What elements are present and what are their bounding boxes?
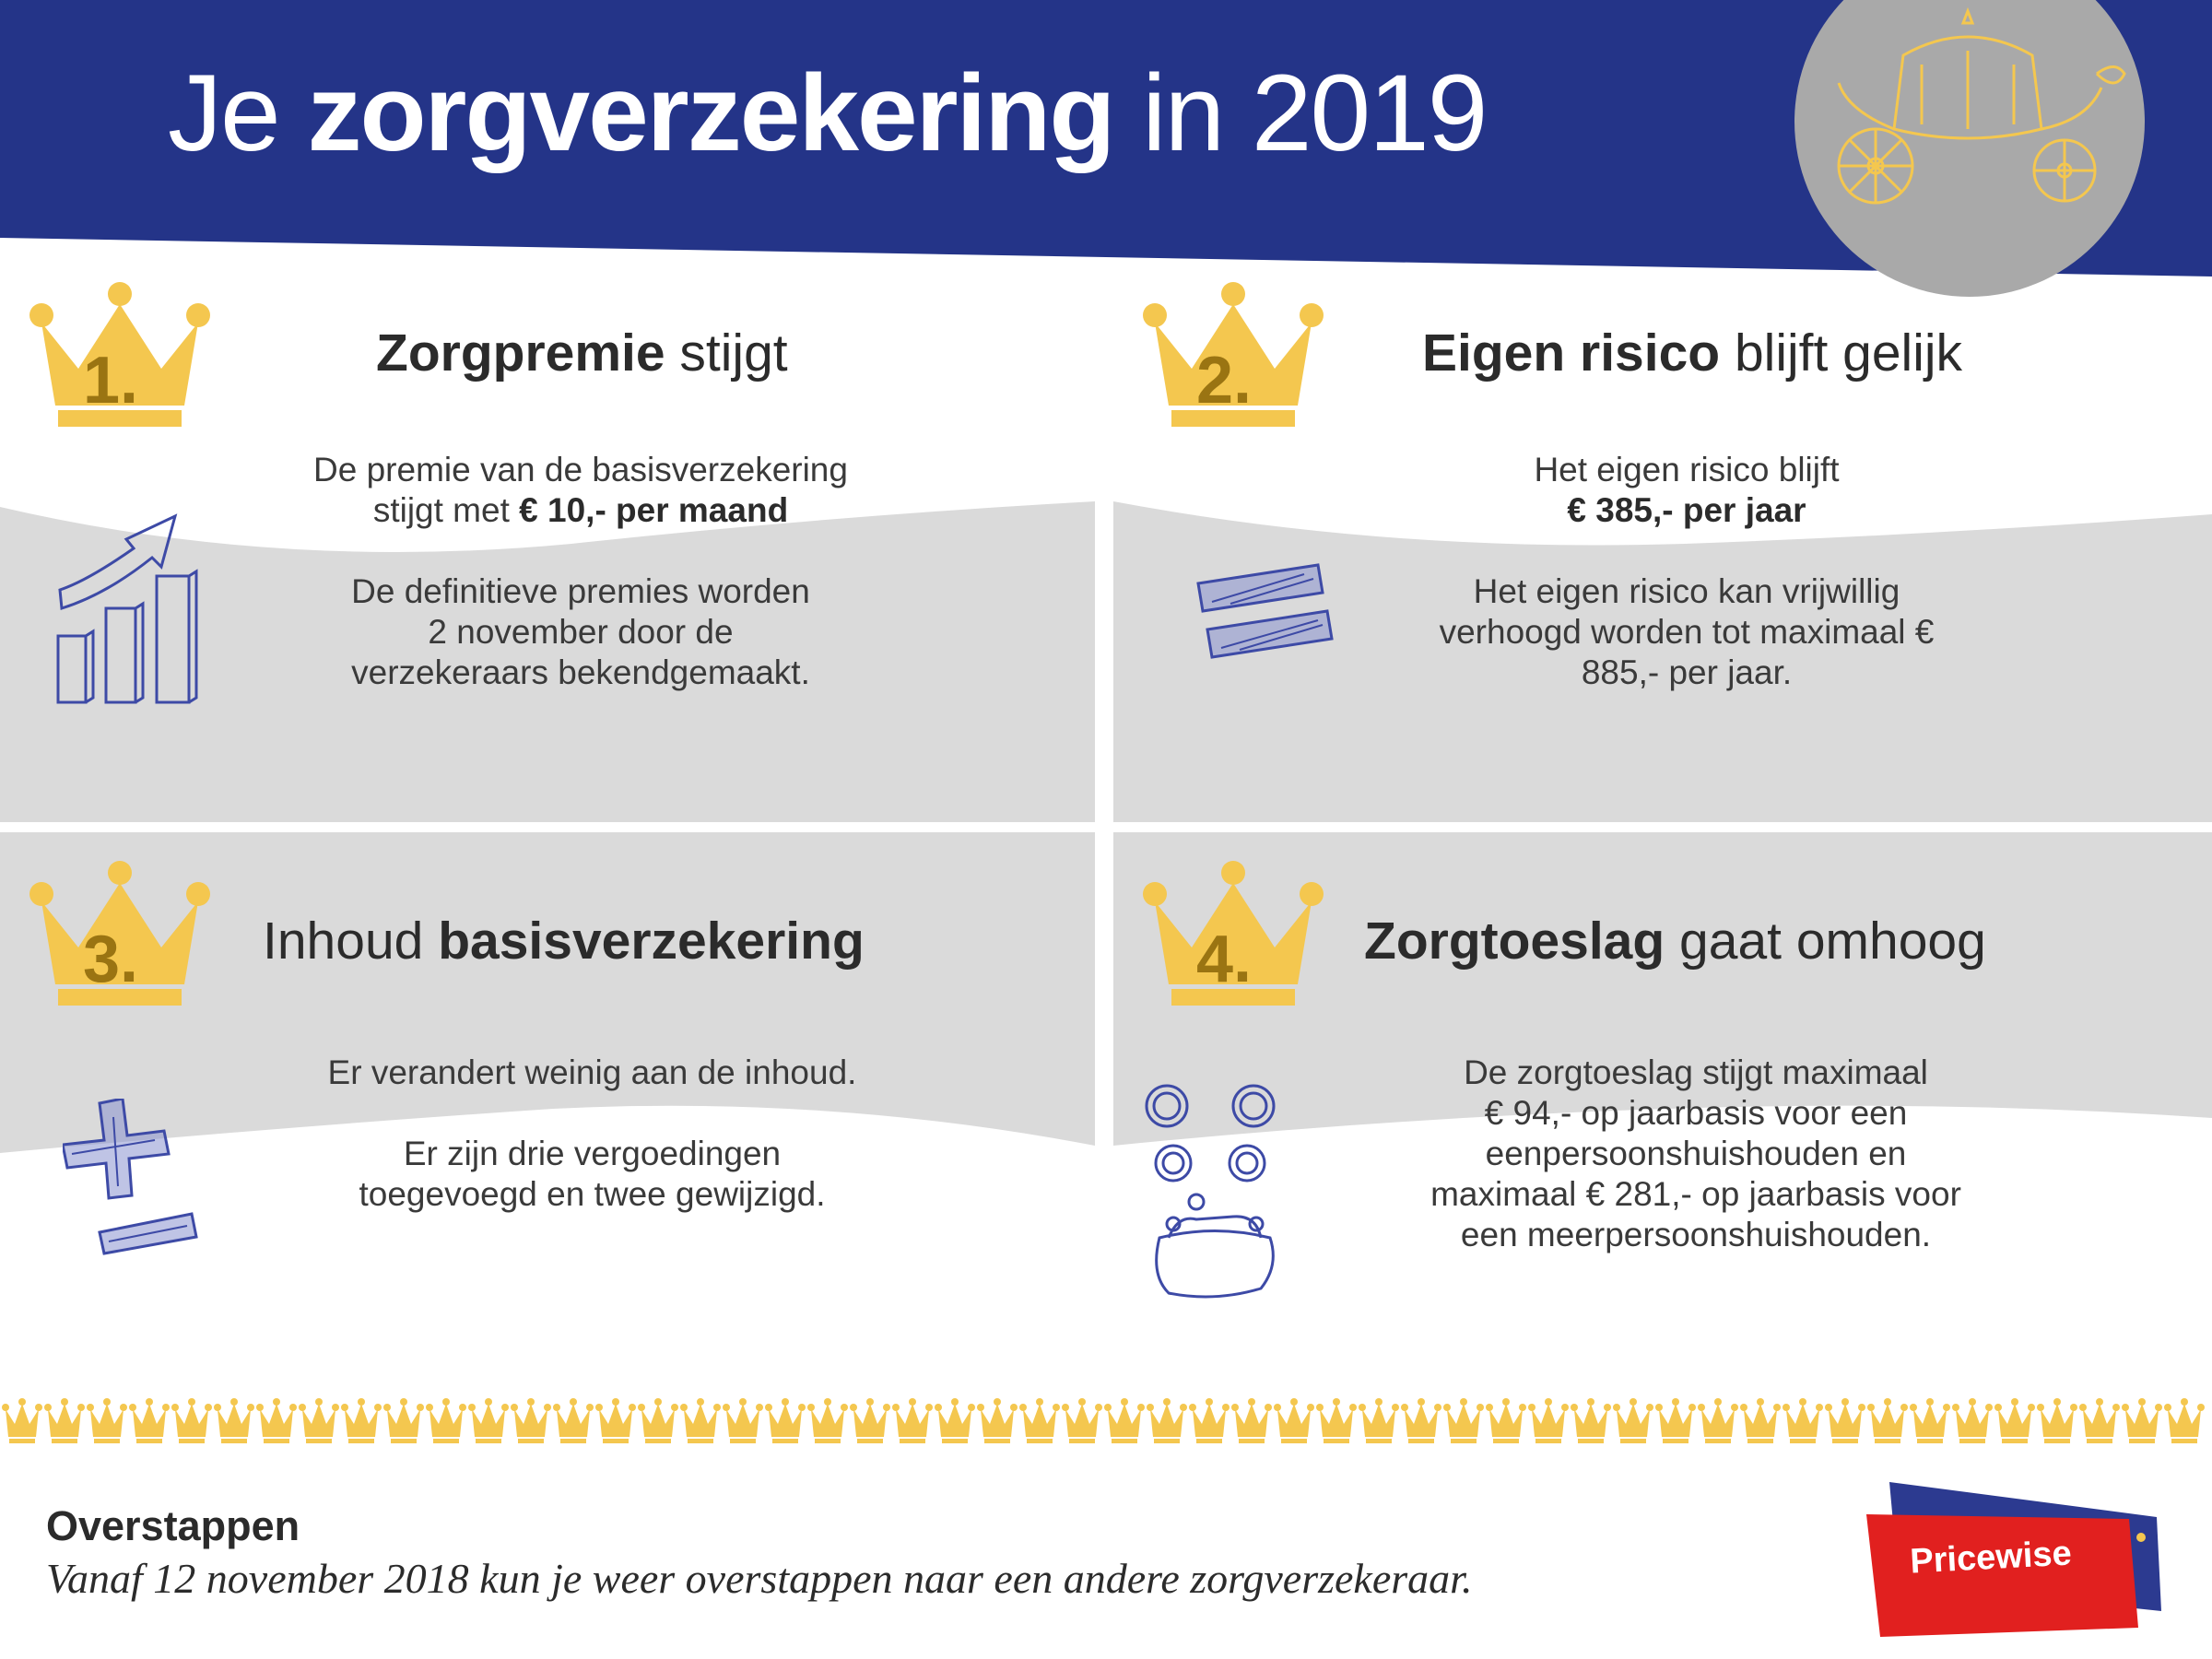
border-crown	[2, 1398, 42, 1443]
border-crown	[383, 1398, 424, 1443]
border-crown	[1189, 1398, 1230, 1443]
card-4-title: Zorgtoeslag gaat omhoog	[1364, 912, 1986, 971]
border-crown	[1019, 1398, 1060, 1443]
card-3-title: Inhoud basisverzekering	[263, 912, 865, 971]
border-crown	[1231, 1398, 1272, 1443]
border-crown	[44, 1398, 85, 1443]
border-crown	[2037, 1398, 2077, 1443]
card-4-allowance-text: De zorgtoeslag stijgt maximaal € 94,- op jaarbasis voor een eenpersoonshuishouden en maximaal € 281,- op jaarbasis voor een meerpersoonshuishouden.	[1430, 1053, 1961, 1253]
border-crown	[1825, 1398, 1865, 1443]
border-crown	[977, 1398, 1018, 1443]
border-crown	[892, 1398, 933, 1443]
switch-text: Vanaf 12 november 2018 kun je weer overstappen naar een andere zorgverzekeraar.	[46, 1555, 1473, 1602]
border-crown	[2079, 1398, 2120, 1443]
plus-minus-icon	[63, 1099, 201, 1255]
border-crown	[256, 1398, 297, 1443]
card-1-number: 1.	[83, 344, 139, 418]
border-crown	[2164, 1398, 2205, 1443]
border-crown	[638, 1398, 678, 1443]
border-crown	[1698, 1398, 1738, 1443]
border-crown	[1443, 1398, 1484, 1443]
card-4-crown	[1136, 860, 1330, 1017]
border-crown	[1401, 1398, 1441, 1443]
border-crown	[1783, 1398, 1823, 1443]
crown-border	[0, 1396, 2212, 1447]
border-crown	[1910, 1398, 1950, 1443]
pricewise-logo-text: Pricewise	[1909, 1534, 2073, 1582]
coins-purse-icon	[1141, 1077, 1288, 1302]
border-crown	[935, 1398, 975, 1443]
border-crown	[1147, 1398, 1187, 1443]
border-crown	[2122, 1398, 2162, 1443]
card-1-announcement-text: De definitieve premies worden 2 november door de verzekeraars bekendgemaakt.	[351, 572, 810, 691]
card-3-number: 3.	[83, 923, 139, 996]
border-crown	[341, 1398, 382, 1443]
border-crown	[511, 1398, 551, 1443]
border-crown	[1655, 1398, 1696, 1443]
card-1-crown	[23, 281, 217, 438]
card-1-premium-text: De premie van de basisverzekering stijgt met € 10,- per maand	[313, 451, 848, 529]
card-2-number: 2.	[1196, 344, 1253, 418]
border-crown	[553, 1398, 594, 1443]
border-crown	[1316, 1398, 1357, 1443]
border-crown	[1613, 1398, 1653, 1443]
border-crown	[680, 1398, 721, 1443]
card-2-crown	[1136, 281, 1330, 438]
border-crown	[426, 1398, 466, 1443]
border-crown	[1359, 1398, 1399, 1443]
card-2-deductible-text: Het eigen risico blijft € 385,- per jaar	[1534, 451, 1840, 529]
border-crown	[1994, 1398, 2035, 1443]
growth-chart-icon	[51, 498, 207, 710]
royal-carriage-badge	[1783, 0, 2157, 313]
border-crown	[723, 1398, 763, 1443]
card-3-changes-text: Er zijn drie vergoedingen toegevoegd en twee gewijzigd.	[359, 1135, 826, 1213]
switch-heading: Overstappen	[46, 1502, 300, 1549]
border-crown	[1274, 1398, 1314, 1443]
border-crown	[1528, 1398, 1569, 1443]
border-crown	[1104, 1398, 1145, 1443]
border-crown	[299, 1398, 339, 1443]
border-crown	[1486, 1398, 1526, 1443]
border-crown	[468, 1398, 509, 1443]
border-crown	[1867, 1398, 1908, 1443]
border-crown	[807, 1398, 848, 1443]
border-crown	[765, 1398, 806, 1443]
card-2-title: Eigen risico blijft gelijk	[1422, 324, 1963, 382]
card-3-crown	[23, 860, 217, 1017]
border-crown	[1952, 1398, 1993, 1443]
border-crown	[1571, 1398, 1611, 1443]
card-4-number: 4.	[1196, 923, 1253, 996]
border-crown	[87, 1398, 127, 1443]
border-crown	[1740, 1398, 1781, 1443]
equals-icon	[1194, 560, 1341, 662]
card-3-content-text: Er verandert weinig aan de inhoud.	[327, 1053, 857, 1091]
border-crown	[171, 1398, 212, 1443]
border-crown	[1062, 1398, 1102, 1443]
border-crown	[595, 1398, 636, 1443]
border-crown	[214, 1398, 254, 1443]
border-crown	[129, 1398, 170, 1443]
card-2-voluntary-text: Het eigen risico kan vrijwillig verhoogd worden tot maximaal € 885,- per jaar.	[1439, 572, 1935, 691]
card-1-title: Zorgpremie stijgt	[376, 324, 788, 382]
border-crown	[850, 1398, 890, 1443]
page-title: Je zorgverzekering in 2019	[168, 53, 1487, 174]
